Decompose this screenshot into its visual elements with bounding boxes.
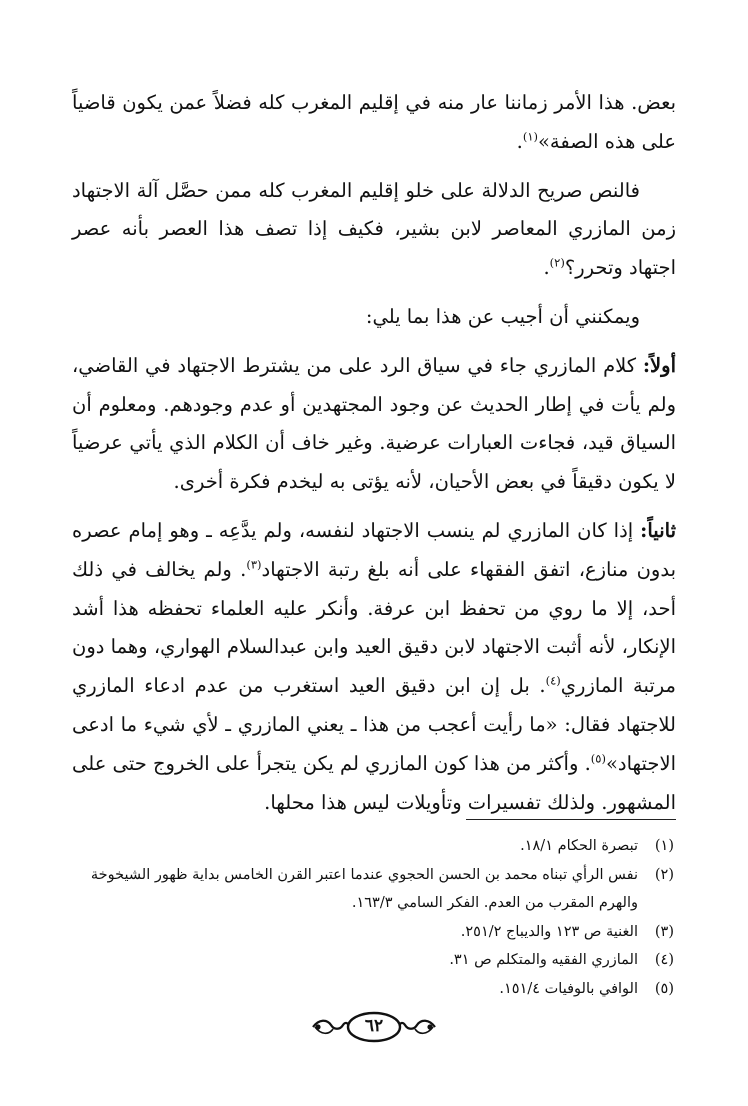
lead-first: أولاً: — [642, 353, 676, 377]
page-number-ornament — [0, 1009, 748, 1045]
footnote-ref-2: (٢) — [549, 255, 565, 270]
footnote-ref-3: (٣) — [246, 557, 262, 572]
paragraph-first-point: أولاً: كلام المازري جاء في سياق الرد على من يشترط الاجتهاد في القاضي، ولم يأت في إطار الحديث عن وجود المجتهدين أو عدم وجودهم. ومعلوم أن السياق قيد، فجاءت العبارات عرضية. وغير خاف أن الكلام الذي يأتي عرضياً لا يكون دقيقاً في بعض الأحيان، لأنه يؤتى به ليخدم فكرة أخرى. — [72, 353, 676, 494]
lead-second: ثانياً: — [640, 518, 676, 542]
footnote-ref-1: (١) — [522, 129, 538, 144]
footnote-2 — [72, 861, 676, 918]
footnote-text: نفس الرأي تبناه محمد بن الحسن الحجوي عندما اعتبر القرن الخامس بداية ظهور الشيخوخة والهرم المقرب من العدم. الفكر السامي ١٦٣/٣. — [90, 866, 638, 912]
main-text — [72, 84, 676, 832]
footnote-text: المازري الفقيه والمتكلم ص ٣١. — [449, 952, 638, 969]
footnote-number: (٢) — [654, 866, 674, 883]
footnote-ref-4: (٤) — [545, 673, 561, 688]
footnote-4 — [72, 946, 676, 975]
footnote-number: (٥) — [654, 980, 674, 997]
page-number: ٦٢ — [364, 1016, 384, 1036]
paragraph-1: بعض. هذا الأمر زماننا عار منه في إقليم المغرب كله فضلاً عمن يكون قاضياً على هذه الصفة»$^{(١)}$. — [72, 91, 676, 153]
footnote-5 — [72, 975, 676, 1004]
footnote-separator — [466, 819, 676, 820]
footnote-text: الغنية ص ١٢٣ والديباج ٢٥١/٢. — [460, 923, 638, 940]
footnote-number: (٣) — [654, 923, 674, 940]
footnote-number: (٤) — [654, 952, 674, 969]
paragraph-second-point: ثانياً: إذا كان المازري لم ينسب الاجتهاد لنفسه، ولم يدَّعِه ـ وهو إمام عصره بدون منازع، اتفق الفقهاء على أنه بلغ رتبة الاجتهاد$^{(٣)}$. ولم يخالف في ذلك أحد، إلا ما روي من تحفظ ابن عرفة. وأنكر عليه العلماء تحفظه هذا أشد الإنكار، لأنه أثبت الاجتهاد لابن دقيق العيد وابن عبدالسلام الهواري، وهما دون مرتبة المازري$^{(٤)}$. بل إن ابن دقيق العيد استغرب من عدم ادعاء المازري للاجتهاد فقال: «ما رأيت أعجب من هذا ـ يعني المازري ـ لأي شيء ما ادعى الاجتهاد»$^{(٥)}$. وأكثر من هذا كون المازري لم يكن يتجرأ على الخروج حتى على المشهور. ولذلك تفسيرات وتأويلات ليس هذا محلها. — [72, 518, 677, 814]
footnotes — [72, 832, 676, 1004]
footnote-text: تبصرة الحكام ١٨/١. — [520, 838, 638, 854]
footnote-1 — [72, 832, 676, 861]
footnote-3 — [72, 918, 676, 947]
footnote-ref-5: (٥) — [590, 751, 606, 766]
footnote-number: (١) — [654, 838, 674, 854]
footnote-text: الوافي بالوفيات ١٥١/٤. — [499, 980, 638, 997]
paragraph-3: ويمكنني أن أجيب عن هذا بما يلي: — [365, 304, 640, 328]
paragraph-2: فالنص صريح الدلالة على خلو إقليم المغرب كله ممن حصَّل آلة الاجتهاد زمن المازري المعاصر لابن بشير، فكيف إذا تصف هذا العصر بأنه عصر اجتهاد وتحرر؟$^{(٢)}$. — [72, 178, 676, 280]
